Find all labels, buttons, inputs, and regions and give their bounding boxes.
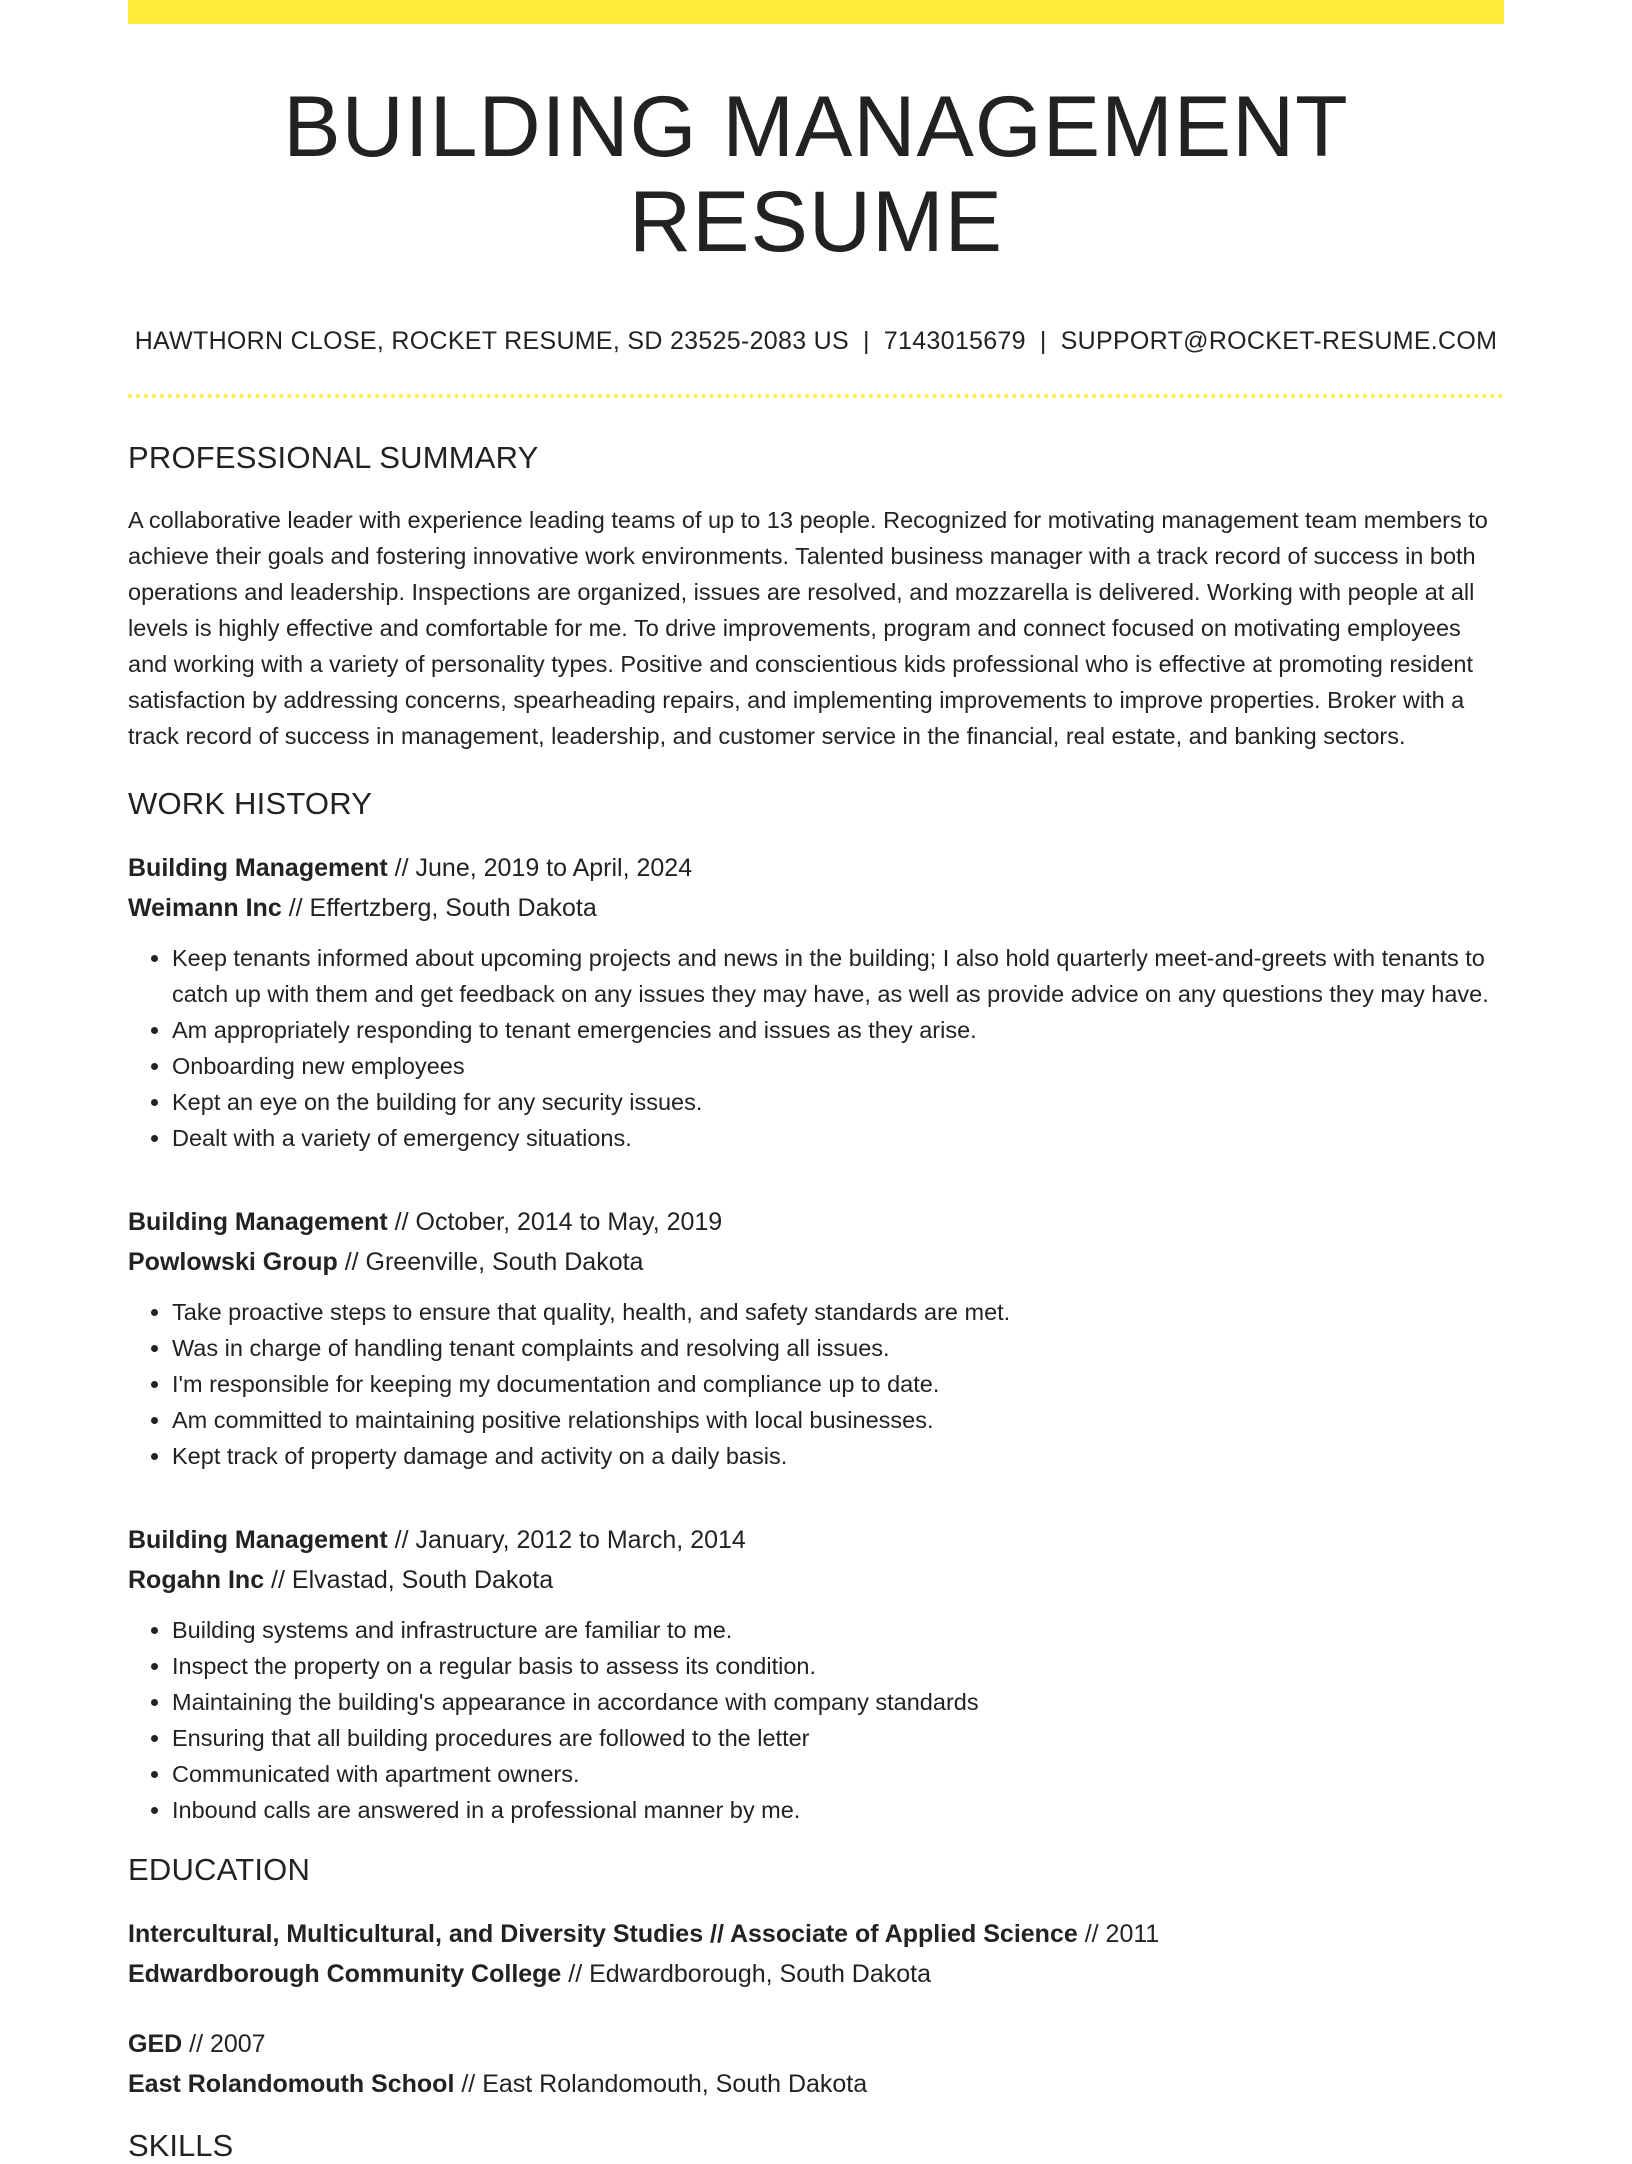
work-history-heading: WORK HISTORY bbox=[128, 786, 373, 822]
contact-separator: | bbox=[1039, 327, 1047, 356]
job-bullets bbox=[128, 1294, 1504, 1474]
job-bullet: • Keep tenants informed about upcoming projects and news in the building; I also hold quarterly meet-and-greets with tenants to catch up with them and get feedback on any issues they may have, as well as provide advice on any questions they may have. bbox=[172, 940, 1504, 1012]
contact-email: SUPPORT@ROCKET-RESUME.COM bbox=[1060, 327, 1498, 356]
job-bullet: • Maintaining the building's appearance in accordance with company standards bbox=[172, 1684, 1504, 1720]
job-company-line bbox=[128, 888, 1504, 928]
job-bullet: • Communicated with apartment owners. bbox=[172, 1756, 1504, 1792]
education-school: East Rolandomouth School bbox=[128, 2070, 455, 2099]
job-entry bbox=[128, 1202, 1504, 1474]
skills-heading: SKILLS bbox=[128, 2128, 234, 2164]
contact-address: HAWTHORN CLOSE, ROCKET RESUME, SD 23525-2083 US bbox=[134, 327, 849, 356]
job-location: // Greenville, South Dakota bbox=[337, 1248, 644, 1277]
job-dates: // January, 2012 to March, 2014 bbox=[387, 1526, 746, 1555]
education-location: // Edwardborough, South Dakota bbox=[561, 1960, 932, 1989]
job-title-line bbox=[128, 848, 1504, 888]
work-history-list bbox=[128, 848, 1504, 1828]
job-company: Rogahn Inc bbox=[128, 1566, 265, 1595]
education-location: // East Rolandomouth, South Dakota bbox=[454, 2070, 868, 2099]
job-bullet: • Ensuring that all building procedures are followed to the letter bbox=[172, 1720, 1504, 1756]
job-title: Building Management bbox=[128, 1208, 388, 1237]
job-bullet: • Am appropriately responding to tenant emergencies and issues as they arise. bbox=[172, 1012, 1504, 1048]
resume-title: BUILDING MANAGEMENT RESUME bbox=[283, 79, 1349, 270]
education-school: Edwardborough Community College bbox=[128, 1960, 562, 1989]
education-entry bbox=[128, 2024, 1504, 2104]
job-bullet: • Was in charge of handling tenant complaints and resolving all issues. bbox=[172, 1330, 1504, 1366]
job-entry bbox=[128, 848, 1504, 1156]
job-bullet: • Kept an eye on the building for any security issues. bbox=[172, 1084, 1504, 1120]
education-year: // 2007 bbox=[182, 2030, 266, 2059]
contact-line bbox=[128, 327, 1504, 356]
education-list bbox=[128, 1914, 1504, 2104]
job-title: Building Management bbox=[128, 1526, 388, 1555]
education-degree-line bbox=[128, 1914, 1504, 1954]
job-company-line bbox=[128, 1560, 1504, 1600]
job-bullet: • Am committed to maintaining positive relationships with local businesses. bbox=[172, 1402, 1504, 1438]
job-company: Powlowski Group bbox=[128, 1248, 338, 1277]
job-location: // Effertzberg, South Dakota bbox=[281, 894, 597, 923]
job-company: Weimann Inc bbox=[128, 894, 282, 923]
job-bullet: • Take proactive steps to ensure that quality, health, and safety standards are met. bbox=[172, 1294, 1504, 1330]
job-bullet: • I'm responsible for keeping my documentation and compliance up to date. bbox=[172, 1366, 1504, 1402]
job-title-line bbox=[128, 1520, 1504, 1560]
job-dates: // October, 2014 to May, 2019 bbox=[387, 1208, 723, 1237]
education-year: // 2011 bbox=[1077, 1920, 1160, 1949]
job-title-line bbox=[128, 1202, 1504, 1242]
education-degree: GED bbox=[128, 2030, 183, 2059]
job-dates: // June, 2019 to April, 2024 bbox=[387, 854, 693, 883]
resume-page bbox=[128, 0, 1504, 2164]
summary-heading: PROFESSIONAL SUMMARY bbox=[128, 440, 539, 476]
top-accent-bar bbox=[128, 0, 1504, 24]
job-bullet: • Inbound calls are answered in a professional manner by me. bbox=[172, 1792, 1504, 1828]
education-degree-line bbox=[128, 2024, 1504, 2064]
education-heading: EDUCATION bbox=[128, 1852, 311, 1888]
job-bullet: • Kept track of property damage and activity on a daily basis. bbox=[172, 1438, 1504, 1474]
education-school-line bbox=[128, 2064, 1504, 2104]
job-bullet: • Building systems and infrastructure are familiar to me. bbox=[172, 1612, 1504, 1648]
job-bullet: • Inspect the property on a regular basis to assess its condition. bbox=[172, 1648, 1504, 1684]
contact-separator: | bbox=[863, 327, 870, 356]
summary-text: A collaborative leader with experience leading teams of up to 13 people. Recognized for motivating management team members to achieve their goals and fostering innovative work environments. Talented business manager with a track record of success in both operations and leadership. Inspections are organized, issues are resolved, and mozzarella is delivered. Working with people at all levels is highly effective and comfortable for me. To drive improvements, program and connect focused on motivating employees and working with a variety of personality types. Positive and conscientious kids professional who is effective at promoting resident satisfaction by addressing concerns, spearheading repairs, and implementing improvements to improve properties. Broker with a track record of success in management, leadership, and customer service in the financial, real estate, and banking sectors. bbox=[128, 507, 1488, 750]
education-entry bbox=[128, 1914, 1504, 1994]
education-school-line bbox=[128, 1954, 1504, 1994]
job-title: Building Management bbox=[128, 854, 388, 883]
contact-phone: 7143015679 bbox=[883, 327, 1026, 356]
job-bullets bbox=[128, 1612, 1504, 1828]
dotted-divider bbox=[128, 394, 1504, 398]
job-bullets bbox=[128, 940, 1504, 1156]
job-bullet: • Dealt with a variety of emergency situations. bbox=[172, 1120, 1504, 1156]
job-bullet: • Onboarding new employees bbox=[172, 1048, 1504, 1084]
job-entry bbox=[128, 1520, 1504, 1828]
job-company-line bbox=[128, 1242, 1504, 1282]
job-location: // Elvastad, South Dakota bbox=[264, 1566, 554, 1595]
education-degree: Intercultural, Multicultural, and Diversity Studies // Associate of Applied Science bbox=[128, 1920, 1078, 1949]
